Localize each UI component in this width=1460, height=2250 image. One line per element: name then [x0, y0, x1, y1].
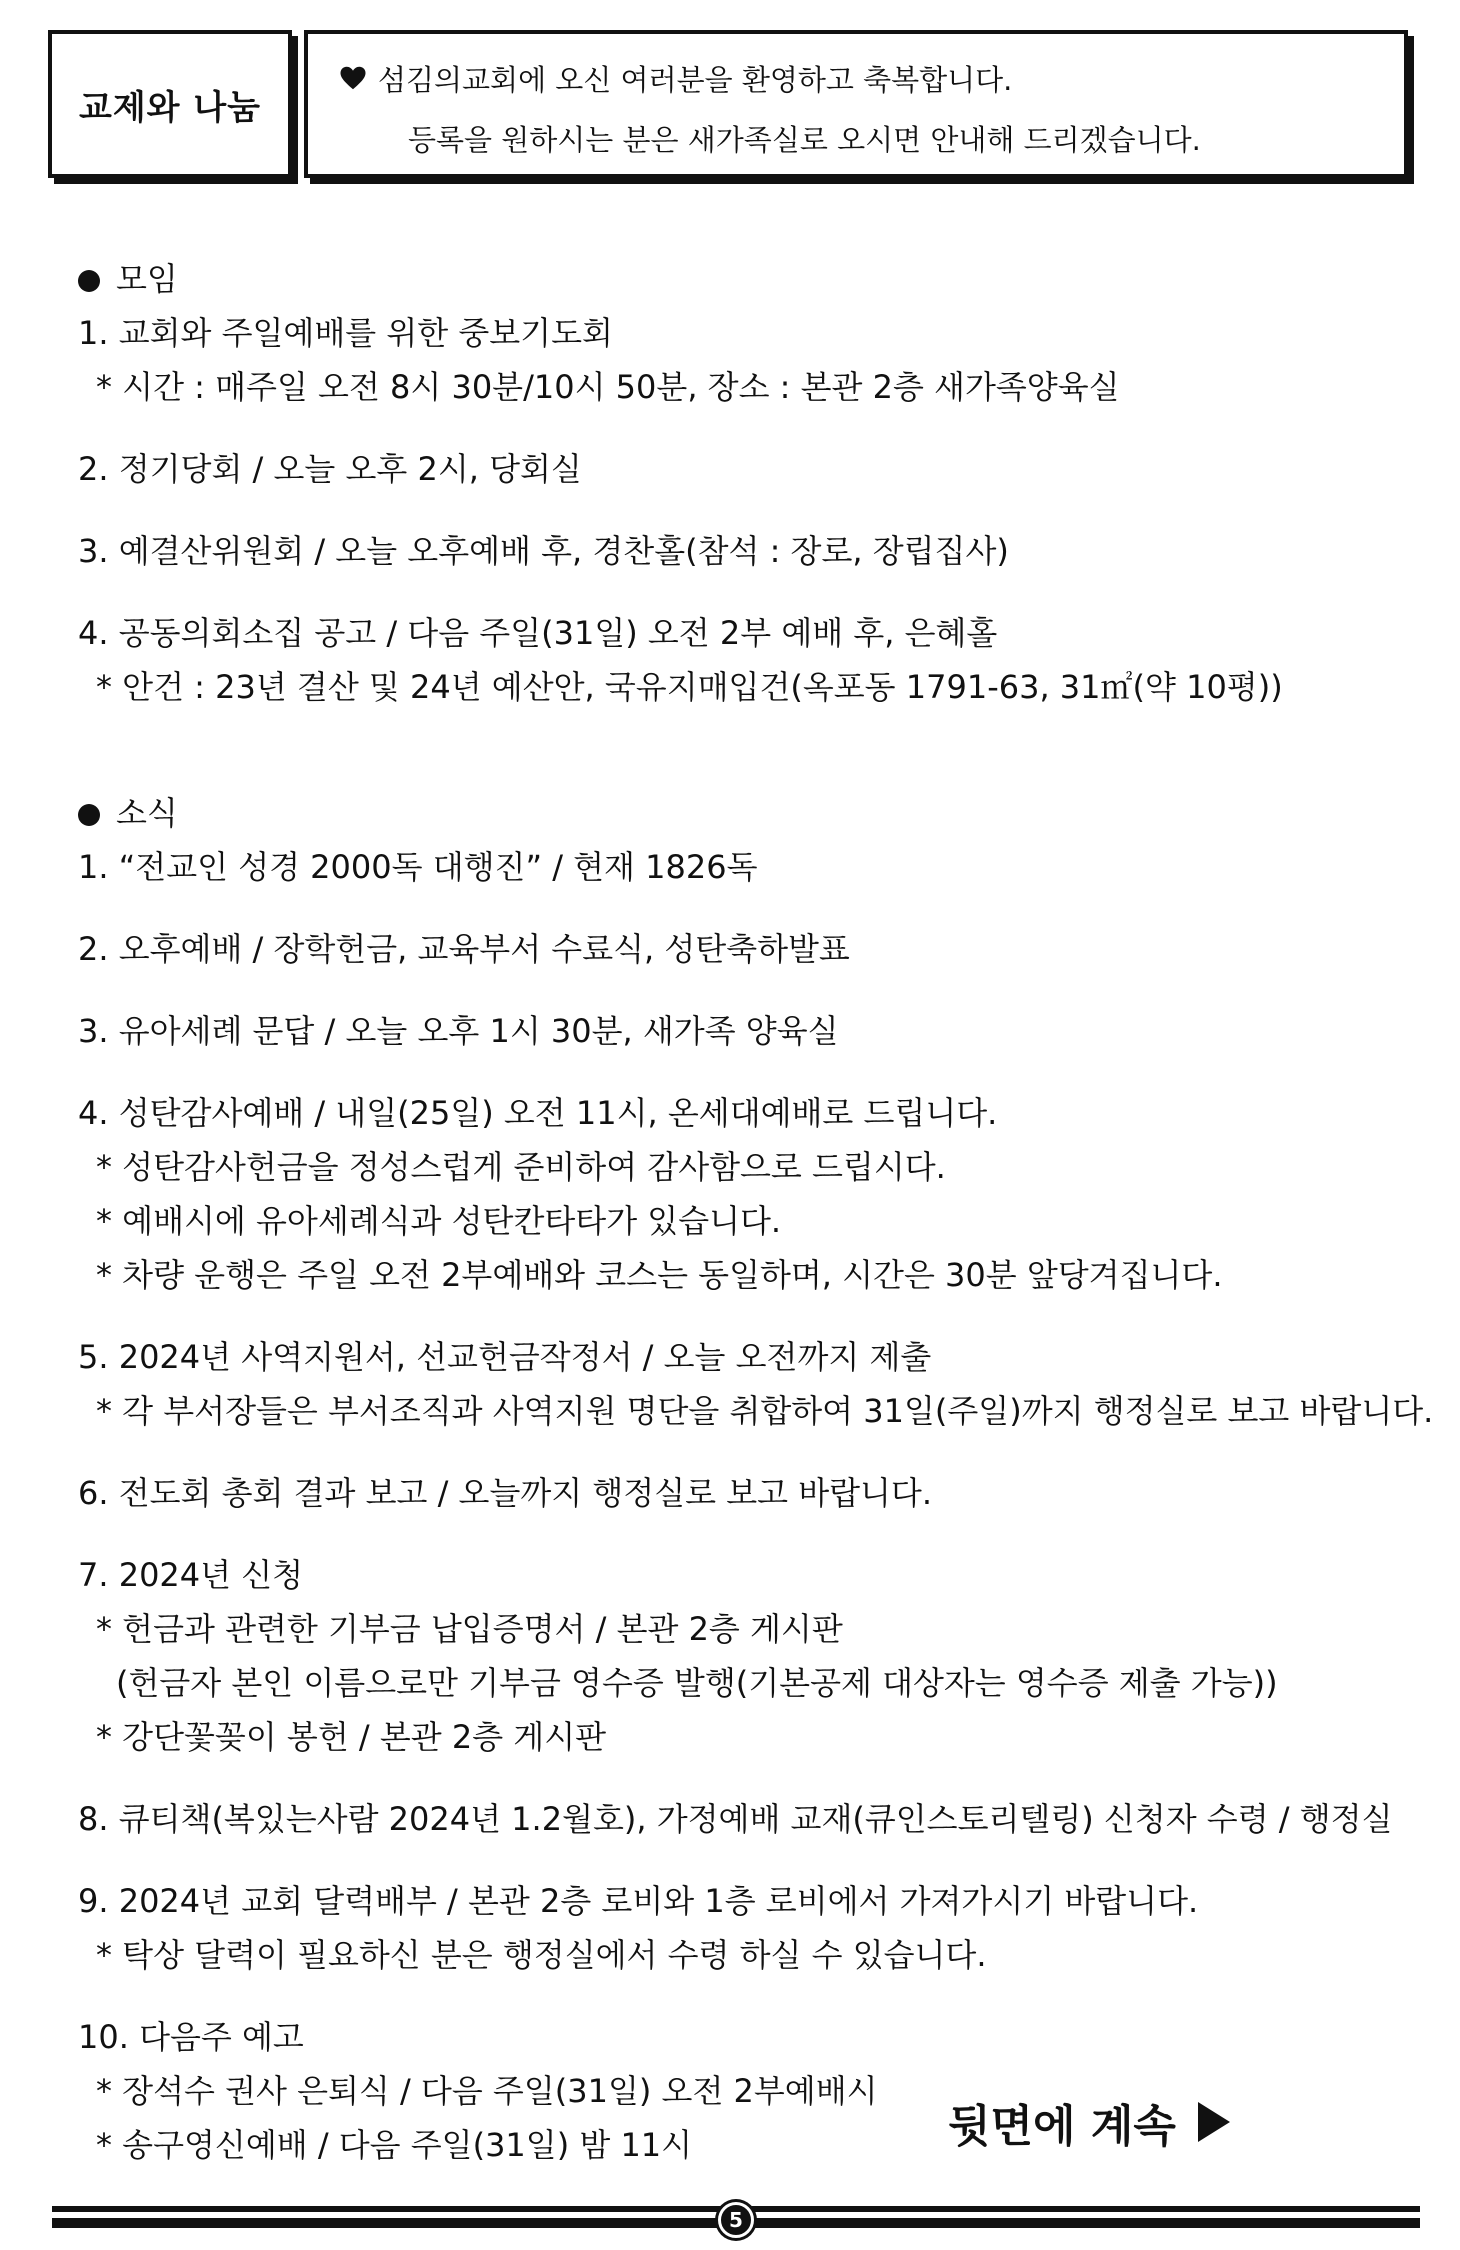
continue-label: 뒷면에 계속: [948, 2090, 1230, 2154]
news-item: 10. 다음주 예고: [78, 2018, 304, 2056]
meeting-note: * 안건 : 23년 결산 및 24년 예산안, 국유지매입건(옥포동 1791-63, 31㎡(약 10평)): [96, 668, 1283, 706]
bullet-icon: [78, 270, 100, 292]
meeting-item: 3. 예결산위원회 / 오늘 오후예배 후, 경찬홀(참석 : 장로, 장립집사): [78, 532, 1009, 570]
news-note: * 탁상 달력이 필요하신 분은 행정실에서 수령 하실 수 있습니다.: [96, 1936, 987, 1974]
page-number: 5: [718, 2202, 754, 2238]
footer-rule: [52, 2202, 1420, 2232]
section-title: 교제와 나눔: [78, 87, 262, 128]
meeting-note: * 시간 : 매주일 오전 8시 30분/10시 50분, 장소 : 본관 2층 새가족양육실: [96, 368, 1120, 406]
welcome-line-1: 섬김의교회에 오신 여러분을 환영하고 축복합니다.: [378, 62, 1013, 97]
meeting-item: 4. 공동의회소집 공고 / 다음 주일(31일) 오전 2부 예배 후, 은혜홀: [78, 614, 998, 652]
news-item: 9. 2024년 교회 달력배부 / 본관 2층 로비와 1층 로비에서 가져가시기 바랍니다.: [78, 1882, 1199, 1920]
news-item: 7. 2024년 신청: [78, 1556, 304, 1594]
news-note: * 각 부서장들은 부서조직과 사역지원 명단을 취합하여 31일(주일)까지 행정실로 보고 바랍니다.: [96, 1392, 1434, 1430]
news-note: * 성탄감사헌금을 정성스럽게 준비하여 감사함으로 드립시다.: [96, 1148, 946, 1186]
news-note: * 헌금과 관련한 기부금 납입증명서 / 본관 2층 게시판: [96, 1610, 843, 1648]
news-note: * 송구영신예배 / 다음 주일(31일) 밤 11시: [96, 2126, 693, 2164]
news-item: 5. 2024년 사역지원서, 선교헌금작정서 / 오늘 오전까지 제출: [78, 1338, 932, 1376]
news-heading: 소식: [78, 786, 1438, 840]
meeting-item: 2. 정기당회 / 오늘 오후 2시, 당회실: [78, 450, 582, 488]
welcome-box: [304, 30, 1408, 178]
news-item: 3. 유아세례 문답 / 오늘 오후 1시 30분, 새가족 양육실: [78, 1012, 839, 1050]
news-item: 4. 성탄감사예배 / 내일(25일) 오전 11시, 온세대예배로 드립니다.: [78, 1094, 998, 1132]
news-item: 8. 큐티책(복있는사람 2024년 1.2월호), 가정예배 교재(큐인스토리텔링) 신청자 수령 / 행정실: [78, 1800, 1393, 1838]
news-note: (헌금자 본인 이름으로만 기부금 영수증 발행(기본공제 대상자는 영수증 제출 가능)): [116, 1664, 1278, 1702]
news-note: * 예배시에 유아세례식과 성탄칸타타가 있습니다.: [96, 1202, 782, 1240]
news-item: 6. 전도회 총회 결과 보고 / 오늘까지 행정실로 보고 바랍니다.: [78, 1474, 933, 1512]
news-note: * 차량 운행은 주일 오전 2부예배와 코스는 동일하며, 시간은 30분 앞당겨집니다.: [96, 1256, 1223, 1294]
announcements: [78, 252, 1438, 2172]
heart-icon: [338, 63, 368, 93]
section-title-box: [48, 30, 292, 178]
news-item: 1. “전교인 성경 2000독 대행진” / 현재 1826독: [78, 848, 758, 886]
news-note: * 강단꽃꽂이 봉헌 / 본관 2층 게시판: [96, 1718, 607, 1756]
welcome-line-2: 등록을 원하시는 분은 새가족실로 오시면 안내해 드리겠습니다.: [408, 123, 1201, 157]
bullet-icon: [78, 804, 100, 826]
play-triangle-icon: [1198, 2102, 1230, 2142]
meeting-item: 1. 교회와 주일예배를 위한 중보기도회: [78, 314, 613, 352]
news-note: * 장석수 권사 은퇴식 / 다음 주일(31일) 오전 2부예배시: [96, 2072, 878, 2110]
news-item: 2. 오후예배 / 장학헌금, 교육부서 수료식, 성탄축하발표: [78, 930, 850, 968]
meetings-heading: 모임: [78, 252, 1438, 306]
